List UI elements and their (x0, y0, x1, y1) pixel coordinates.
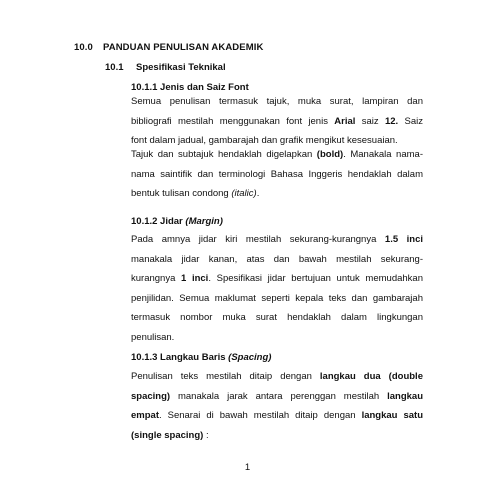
margin-line-4: penjilidan. Semua maklumat seperti kepala teks dan gambarajah (131, 292, 423, 304)
text-run: saiz (355, 115, 385, 127)
section-heading (74, 42, 263, 53)
bold-text: (bold) (316, 149, 344, 160)
heading-text: 10.1.2 Jidar (131, 216, 186, 227)
subsection-heading (105, 62, 226, 73)
text-run: . Manakala nama- (343, 149, 423, 160)
bold-text: 1 inci (181, 273, 209, 284)
margin-line-5: termasuk nombor muka surat hendaklah dalam lingkungan (131, 312, 423, 323)
spacing-line-4 (131, 426, 423, 446)
font-paragraph-1 (131, 92, 423, 151)
margin-line-6: penulisan. (131, 331, 175, 343)
heading-italic-text: (Margin) (185, 216, 223, 227)
text-run: : (203, 429, 209, 441)
margin-paragraph (131, 230, 423, 347)
bold-text: langkau satu (361, 410, 423, 421)
text-run: Pada amnya jidar kiri mestilah sekurang-kurangnya (131, 234, 385, 245)
font-paragraph-2 (131, 145, 423, 204)
margin-line-2: manakala jidar kanan, atas dan bawah mestilah sekurang- (131, 253, 423, 265)
bold-text: Arial (334, 115, 356, 127)
font-section-heading: 10.1.1 Jenis dan Saiz Font (131, 82, 249, 93)
spacing-paragraph (131, 367, 423, 445)
subsection-number: 10.1 (105, 62, 124, 73)
section-number: 10.0 (74, 42, 93, 53)
text-run: manakala jarak antara perenggan mestilah (170, 390, 388, 402)
bold-text: empat (131, 410, 159, 421)
bold-text: langkau dua (double (319, 371, 423, 382)
bold-text: 12. (384, 115, 399, 127)
spacing-section-heading (131, 352, 271, 363)
margin-line-1 (131, 230, 423, 250)
heading-text: 10.1.3 Langkau Baris (131, 352, 229, 363)
text-run: . Spesifikasi jidar bertujuan untuk memudahkan (208, 273, 423, 284)
text-run: bibliografi mestilah menggunakan font jenis (131, 115, 335, 127)
font-p1-line-1: Semua penulisan termasuk tajuk, muka surat, lampiran dan (131, 96, 423, 107)
font-p2-line-2: nama saintifik dan terminologi Bahasa Inggeris hendaklah dalam (131, 168, 423, 180)
margin-line-3 (131, 269, 423, 289)
italic-text: (italic) (231, 188, 257, 199)
bold-text: (single spacing) (131, 429, 204, 441)
text-run: Penulisan teks mestilah ditaip dengan (131, 371, 320, 382)
text-run: kurangnya (131, 273, 182, 284)
spacing-line-2 (131, 387, 423, 407)
text-run: bentuk tulisan condong (131, 188, 232, 199)
font-p2-line-3 (131, 184, 423, 204)
font-p1-line-3: font dalam jadual, gambarajah dan grafik mengikut kesesuaian. (131, 135, 398, 146)
section-title: PANDUAN PENULISAN AKADEMIK (103, 42, 264, 53)
subsection-title: Spesifikasi Teknikal (136, 62, 226, 73)
page-number: 1 (244, 462, 251, 473)
bold-text: spacing) (131, 390, 171, 402)
font-p1-line-2 (131, 112, 423, 132)
margin-section-heading (131, 216, 223, 227)
spacing-line-3 (131, 406, 423, 426)
bold-text: 1.5 inci (384, 234, 423, 245)
text-run: . Senarai di bawah mestilah ditaip dengan (158, 410, 362, 421)
text-run: Tajuk dan subtajuk hendaklah digelapkan (131, 149, 317, 160)
text-run: Saiz (398, 115, 423, 127)
text-run: . (256, 188, 260, 199)
font-p2-line-1 (131, 145, 423, 165)
spacing-line-1 (131, 367, 423, 387)
bold-text: langkau (387, 390, 423, 402)
heading-italic-text: (Spacing) (228, 352, 272, 363)
